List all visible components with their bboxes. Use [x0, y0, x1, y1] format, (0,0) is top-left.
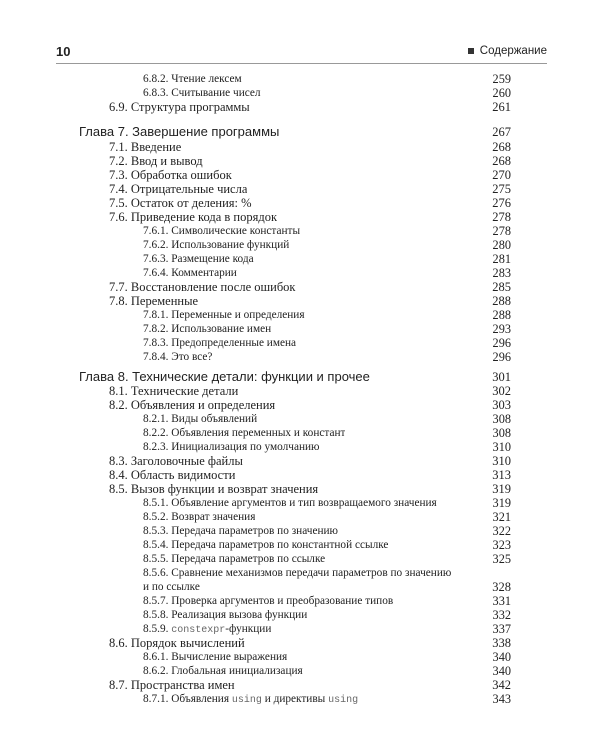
title-text: и директивы [261, 693, 329, 705]
toc-entry-page: 342 [492, 678, 511, 692]
toc-entry-title: 7.7. Восстановление после ошибок [109, 280, 296, 294]
code-keyword: constexpr [171, 625, 226, 636]
toc-entry-title: 8.4. Область видимости [109, 468, 236, 482]
toc-section [0, 140, 600, 154]
toc-subsection [0, 524, 600, 538]
toc-entry-page: 338 [492, 636, 511, 650]
toc-entry-page: 302 [492, 384, 511, 398]
toc-subsection [0, 566, 600, 580]
toc-entry-page: 261 [492, 100, 511, 114]
toc-entry-title: 7.8.3. Предопределенные имена [143, 337, 297, 349]
toc-entry-title: 8.7. Пространства имен [109, 678, 235, 692]
toc-entry-title [143, 692, 358, 708]
toc-section [0, 454, 600, 468]
toc-subsection [0, 650, 600, 664]
toc-subsection [0, 608, 600, 622]
toc-entry-title: 8.5.7. Проверка аргументов и преобразование типов [143, 595, 394, 607]
page-number: 10 [56, 44, 71, 59]
toc-entry-title: 8.5.2. Возврат значения [143, 511, 256, 523]
toc-entry-title: и по ссылке [143, 581, 200, 593]
title-text: 8.5.9. [143, 623, 172, 635]
toc-entry-title: 6.8.3. Считывание чисел [143, 87, 261, 99]
toc-entry-title: 7.8.4. Это все? [143, 351, 213, 363]
toc-entry-title: 7.5. Остаток от деления: % [109, 196, 252, 210]
toc-entry-title: 8.3. Заголовочные файлы [109, 454, 243, 468]
toc-section [0, 182, 600, 196]
toc-entry-title: 7.6.1. Символические константы [143, 225, 301, 237]
toc-chapter [0, 125, 600, 139]
toc-entry-title: 8.2.3. Инициализация по умолчанию [143, 441, 320, 453]
toc-entry-title: 8.6.1. Вычисление выражения [143, 651, 288, 663]
toc-entry-page: 319 [492, 482, 511, 496]
toc-entry-page: 310 [492, 454, 511, 468]
toc-section [0, 482, 600, 496]
toc-section [0, 168, 600, 182]
toc-subsection [0, 72, 600, 86]
running-header [468, 45, 547, 57]
toc-entry-title: Глава 8. Технические детали: функции и прочее [79, 370, 370, 384]
toc-entry-page: 285 [492, 280, 511, 294]
toc-entry-page: 325 [492, 552, 511, 566]
toc-entry-title: 8.1. Технические детали [109, 384, 239, 398]
toc-entry-title: 8.2.1. Виды объявлений [143, 413, 258, 425]
toc-entry-title: 7.8.1. Переменные и определения [143, 309, 305, 321]
toc-entry-title: 6.8.2. Чтение лексем [143, 73, 242, 85]
toc-entry-title: 6.9. Структура программы [109, 100, 250, 114]
toc-entry-title: 7.6.4. Комментарии [143, 267, 237, 279]
toc-subsection [0, 412, 600, 426]
toc-subsection [0, 336, 600, 350]
toc-entry-page: 340 [492, 650, 511, 664]
toc-entry-title: 8.6. Порядок вычислений [109, 636, 245, 650]
toc-entry-page: 303 [492, 398, 511, 412]
toc-subsection [0, 496, 600, 510]
toc-entry-title: 8.2.2. Объявления переменных и констант [143, 427, 346, 439]
toc-subsection [0, 622, 600, 636]
toc-entry-title: 7.4. Отрицательные числа [109, 182, 248, 196]
toc-subsection [0, 426, 600, 440]
toc-subsection [0, 664, 600, 678]
toc-section [0, 154, 600, 168]
toc-entry-page: 337 [492, 622, 511, 636]
toc-entry-title: 8.5.1. Объявление аргументов и тип возвращаемого значения [143, 497, 437, 509]
toc-entry-page: 280 [492, 238, 511, 252]
toc-entry-page: 301 [492, 370, 511, 384]
toc-entry-page: 259 [492, 72, 511, 86]
toc-subsection [0, 552, 600, 566]
toc-entry-page: 322 [492, 524, 511, 538]
toc-subsection [0, 594, 600, 608]
toc-entry-page: 343 [492, 692, 511, 706]
toc-subsection [0, 440, 600, 454]
toc-entry-title: 7.8.2. Использование имен [143, 323, 272, 335]
toc-subsection [0, 692, 600, 706]
toc-entry-title: 7.2. Ввод и вывод [109, 154, 203, 168]
toc-entry-page: 319 [492, 496, 511, 510]
section-title: Содержание [479, 45, 547, 57]
toc-entry-page: 270 [492, 168, 511, 182]
toc-entry-page: 278 [492, 210, 511, 224]
toc-section [0, 294, 600, 308]
toc-entry-page: 283 [492, 266, 511, 280]
toc-section [0, 678, 600, 692]
toc-entry-title: 7.3. Обработка ошибок [109, 168, 232, 182]
toc-chapter [0, 370, 600, 384]
toc-section [0, 398, 600, 412]
toc-entry-page: 310 [492, 440, 511, 454]
toc-entry-page: 267 [492, 125, 511, 139]
toc-subsection [0, 238, 600, 252]
toc-entry-title: 8.5.6. Сравнение механизмов передачи параметров по значению [143, 567, 452, 579]
header-divider [56, 63, 547, 64]
toc-section [0, 280, 600, 294]
square-bullet-icon [468, 48, 474, 54]
toc-entry-title: 7.6. Приведение кода в порядок [109, 210, 278, 224]
toc-entry-title: 8.5.8. Реализация вызова функции [143, 609, 308, 621]
toc-entry-page: 260 [492, 86, 511, 100]
code-keyword: using [231, 695, 262, 706]
toc-subsection [0, 510, 600, 524]
toc-entry-title: 8.5. Вызов функции и возврат значения [109, 482, 319, 496]
toc-subsection [0, 224, 600, 238]
toc-entry-page: 308 [492, 412, 511, 426]
toc-section [0, 196, 600, 210]
toc-subsection [0, 86, 600, 100]
toc-subsection [0, 322, 600, 336]
toc-section [0, 100, 600, 114]
toc-subsection [0, 252, 600, 266]
toc-entry-title: 7.6.3. Размещение кода [143, 253, 254, 265]
toc-subsection [0, 538, 600, 552]
toc-entry-page: 296 [492, 336, 511, 350]
toc-entry-page: 288 [492, 308, 511, 322]
toc-entry-title: 8.5.4. Передача параметров по константной ссылке [143, 539, 389, 551]
toc-entry-title: 8.5.3. Передача параметров по значению [143, 525, 338, 537]
toc-entry-title: 7.8. Переменные [109, 294, 199, 308]
toc-entry-page: 340 [492, 664, 511, 678]
toc-entry-page: 278 [492, 224, 511, 238]
toc-entry-title: 8.5.5. Передача параметров по ссылке [143, 553, 326, 565]
toc-entry-title: Глава 7. Завершение программы [79, 125, 280, 139]
toc-subsection [0, 308, 600, 322]
toc-entry-title: 7.1. Введение [109, 140, 182, 154]
toc-section [0, 468, 600, 482]
toc-entry-page: 313 [492, 468, 511, 482]
toc-entry-page: 323 [492, 538, 511, 552]
toc-section [0, 384, 600, 398]
toc-subsection [0, 350, 600, 364]
toc-entry-page: 332 [492, 608, 511, 622]
toc-entry-title: 8.6.2. Глобальная инициализация [143, 665, 303, 677]
toc-entry-page: 308 [492, 426, 511, 440]
toc-entry-page: 328 [492, 580, 511, 594]
toc-entry-page: 321 [492, 510, 511, 524]
toc-entry-page: 268 [492, 154, 511, 168]
toc-entry-page: 276 [492, 196, 511, 210]
title-text: -функции [225, 623, 272, 635]
toc-section [0, 636, 600, 650]
toc-continuation [0, 580, 600, 594]
toc-entry-page: 281 [492, 252, 511, 266]
toc-entry-page: 268 [492, 140, 511, 154]
toc-subsection [0, 266, 600, 280]
toc-entry-page: 275 [492, 182, 511, 196]
toc-entry-page: 296 [492, 350, 511, 364]
code-keyword: using [328, 695, 359, 706]
toc-entry-page: 288 [492, 294, 511, 308]
toc-section [0, 210, 600, 224]
title-text: 8.7.1. Объявления [143, 693, 232, 705]
toc-entry-page: 293 [492, 322, 511, 336]
toc-entry-page: 331 [492, 594, 511, 608]
toc-entry-title: 8.2. Объявления и определения [109, 398, 276, 412]
toc-entry-title: 7.6.2. Использование функций [143, 239, 290, 251]
